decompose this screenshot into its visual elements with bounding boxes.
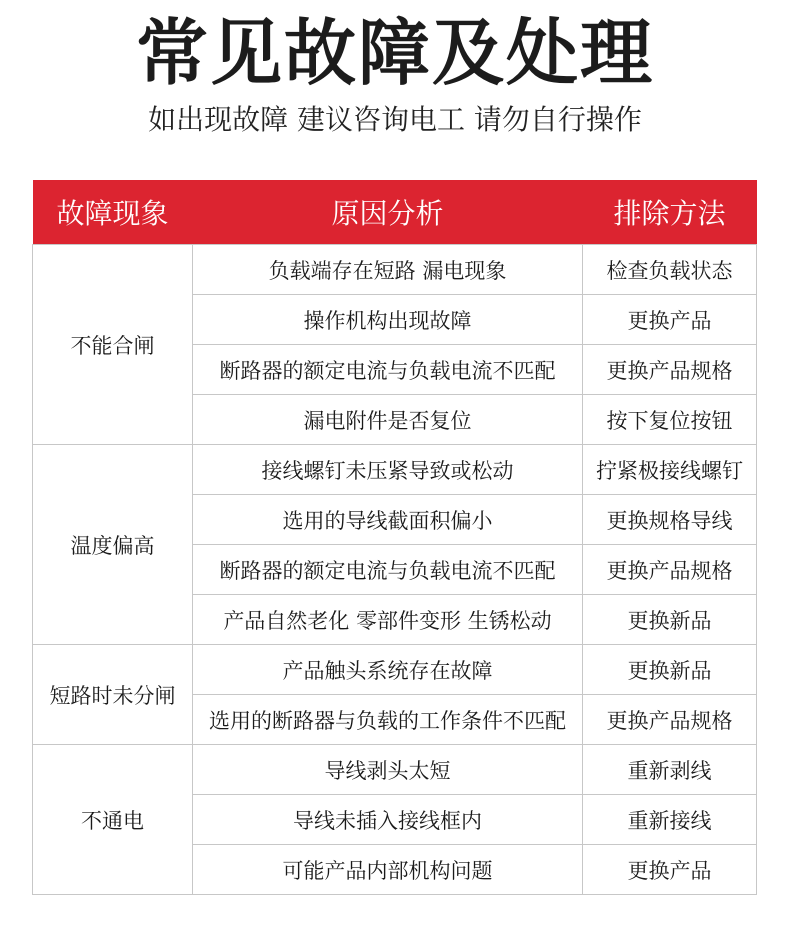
header-symptom: 故障现象 — [33, 180, 193, 245]
fix-cell: 检查负载状态 — [583, 245, 757, 295]
table-header-row — [33, 180, 757, 245]
cause-cell: 选用的断路器与负载的工作条件不匹配 — [193, 695, 583, 745]
cause-cell: 断路器的额定电流与负载电流不匹配 — [193, 345, 583, 395]
fix-cell: 按下复位按钮 — [583, 395, 757, 445]
cause-cell: 漏电附件是否复位 — [193, 395, 583, 445]
cause-cell: 负载端存在短路 漏电现象 — [193, 245, 583, 295]
symptom-cell: 不能合闸 — [33, 245, 193, 445]
cause-cell: 导线剥头太短 — [193, 745, 583, 795]
cause-cell: 可能产品内部机构问题 — [193, 845, 583, 895]
table-row — [33, 745, 757, 795]
header-fix: 排除方法 — [583, 180, 757, 245]
header-cause: 原因分析 — [193, 180, 583, 245]
page-title: 常见故障及处理 — [135, 11, 654, 95]
symptom-cell: 短路时未分闸 — [33, 645, 193, 745]
fix-cell: 更换产品规格 — [583, 545, 757, 595]
table-row — [33, 245, 757, 295]
fix-cell: 更换规格导线 — [583, 495, 757, 545]
symptom-cell: 不通电 — [33, 745, 193, 895]
cause-cell: 导线未插入接线框内 — [193, 795, 583, 845]
page-subtitle: 如出现故障 建议咨询电工 请勿自行操作 — [148, 103, 642, 136]
cause-cell: 断路器的额定电流与负载电流不匹配 — [193, 545, 583, 595]
table-row — [33, 645, 757, 695]
symptom-cell: 温度偏高 — [33, 445, 193, 645]
table-row — [33, 445, 757, 495]
fix-cell: 更换产品规格 — [583, 695, 757, 745]
fix-cell: 更换产品 — [583, 295, 757, 345]
cause-cell: 接线螺钉未压紧导致或松动 — [193, 445, 583, 495]
fix-cell: 更换新品 — [583, 595, 757, 645]
fix-cell: 更换新品 — [583, 645, 757, 695]
fix-cell: 重新接线 — [583, 795, 757, 845]
cause-cell: 产品自然老化 零部件变形 生锈松动 — [193, 595, 583, 645]
cause-cell: 产品触头系统存在故障 — [193, 645, 583, 695]
fault-table — [32, 180, 757, 895]
cause-cell: 选用的导线截面积偏小 — [193, 495, 583, 545]
cause-cell: 操作机构出现故障 — [193, 295, 583, 345]
fix-cell: 拧紧极接线螺钉 — [583, 445, 757, 495]
fix-cell: 更换产品 — [583, 845, 757, 895]
fix-cell: 重新剥线 — [583, 745, 757, 795]
fault-table-container — [32, 180, 756, 895]
fix-cell: 更换产品规格 — [583, 345, 757, 395]
